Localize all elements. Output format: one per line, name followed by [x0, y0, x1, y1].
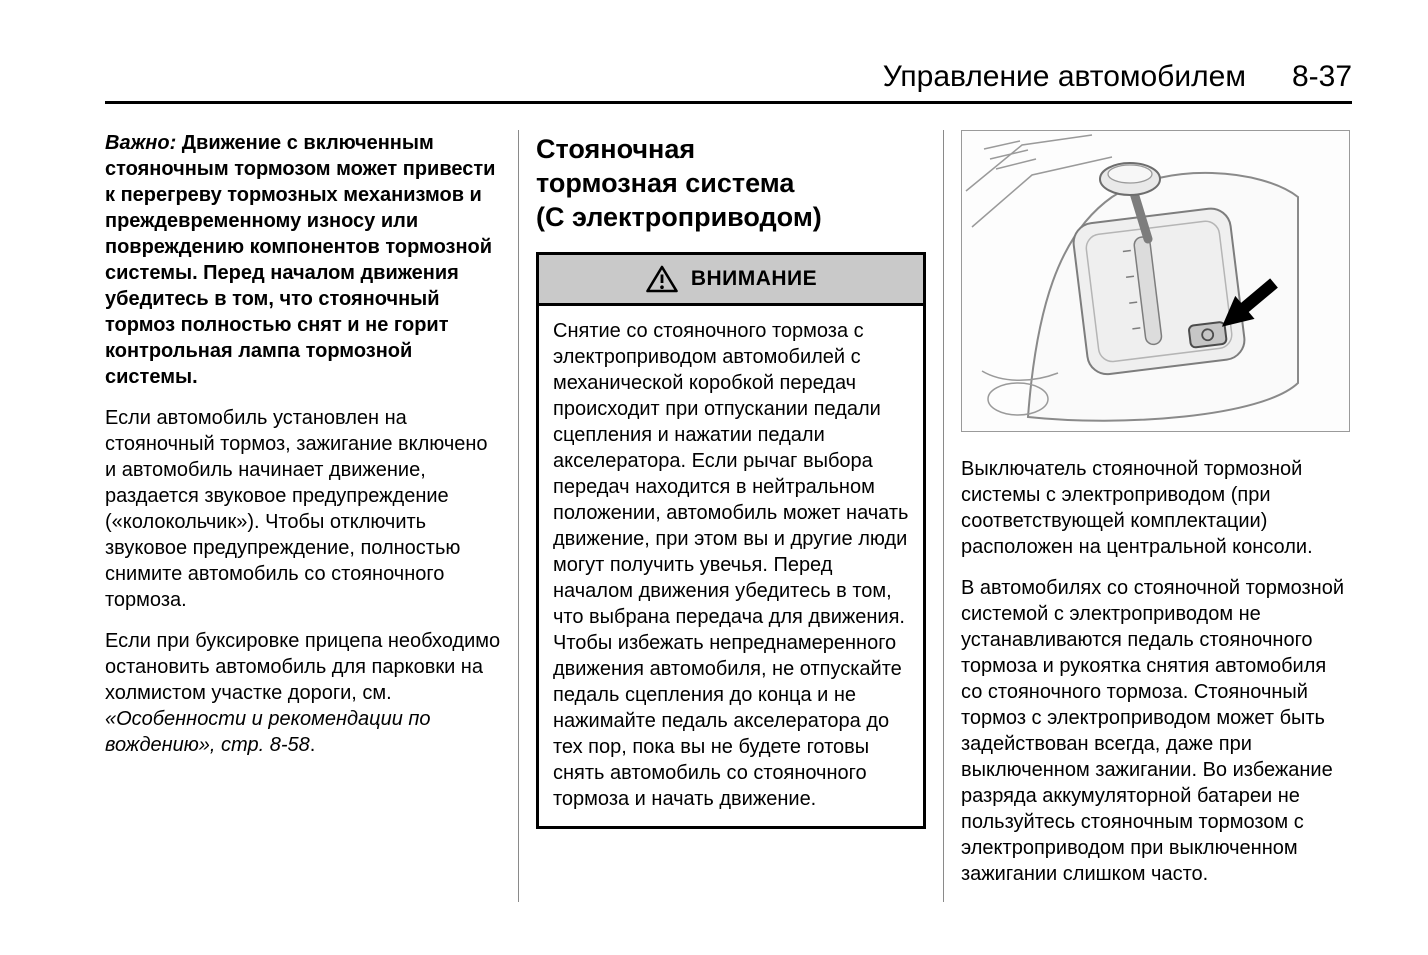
right-column [961, 130, 1352, 902]
paragraph-lead: Если при буксировке прицепа необходимо остановить автомобиль для парковки на холмистом участке дороги, см. [105, 630, 501, 704]
warning-title: ВНИМАНИЕ [690, 267, 818, 290]
cross-reference: «Особенности и рекомендации по вождению», стр. 8-58 [105, 708, 431, 756]
warning-box-header [539, 255, 923, 306]
header-rule [105, 101, 1352, 104]
column-divider [518, 130, 519, 902]
section-title: Управление автомобилем [882, 60, 1246, 93]
parking-brake-switch [1188, 322, 1226, 348]
important-text: Движение с включенным стояночным тормозом может привести к перегреву тормозных механизмов и преждевременному износу или повреждению компонентов тормозной системы. Перед началом движения убедитесь в том, что стояночный тормоз полностью снят и не горит контрольная лампа тормозной системы. [105, 132, 496, 388]
middle-column [536, 130, 926, 902]
paragraph-with-reference [105, 628, 501, 758]
page-number: 8-37 [1291, 60, 1352, 93]
paragraph-tail: . [309, 734, 316, 756]
heading-line: (С электроприводом) [536, 202, 822, 232]
column-divider [943, 130, 944, 902]
page-columns [105, 130, 1352, 902]
important-note [105, 130, 501, 390]
heading-line: Стояночная [536, 134, 696, 164]
warning-body-text: Снятие со стояночного тормоза с электроприводом автомобилей с механической коробкой передач происходит при отпускании педали сцепления и нажатии педали акселератора. Если рычаг выбора передач находится в нейтральном положении, автомобиль может начать движение, при этом вы и другие люди могут получить увечья. Перед началом движения убедитесь в том, что выбрана передача для движения. Чтобы избежать непреднамеренного движения автомобиля, не отпускайте педаль сцепления до конца и не нажимайте педаль акселератора до тех пор, пока вы не будете готовы снять автомобиль со стояночного тормоза и начать движение. [553, 320, 909, 810]
paragraph: В автомобилях со стояночной тормозной системой с электроприводом не устанавливаются педаль стояночного тормоза и рукоятка снятия автомобиля со стояночного тормоза. Стояночный тормоз с электроприводом может быть задействован всегда, даже при выключенном зажигании. Во избежание разряда аккумуляторной батареи не пользуйтесь стояночным тормозом с электроприводом при выключенном зажигании слишком часто. [961, 577, 1344, 885]
shifter-plate [1071, 206, 1246, 376]
console-illustration-drawing [962, 131, 1349, 431]
warning-box [536, 252, 926, 829]
paragraph: Если автомобиль установлен на стояночный тормоз, зажигание включено и автомобиль начинает движение, раздается звуковое предупреждение («колокольчик»). Чтобы отключить звуковое предупреждение, полностью снимите автомобиль со стояночного тормоза. [105, 407, 488, 611]
heading-line: тормозная система [536, 168, 795, 198]
page-header [105, 60, 1352, 94]
dashboard-lines [966, 135, 1112, 227]
important-label: Важно: [105, 132, 177, 154]
section-heading [536, 132, 926, 234]
console-shifter-illustration [961, 130, 1350, 432]
paragraph: Выключатель стояночной тормозной системы с электроприводом (при соответствующей комплектации) расположен на центральной консоли. [961, 458, 1313, 558]
warning-triangle-icon [645, 264, 679, 294]
left-column [105, 130, 501, 902]
